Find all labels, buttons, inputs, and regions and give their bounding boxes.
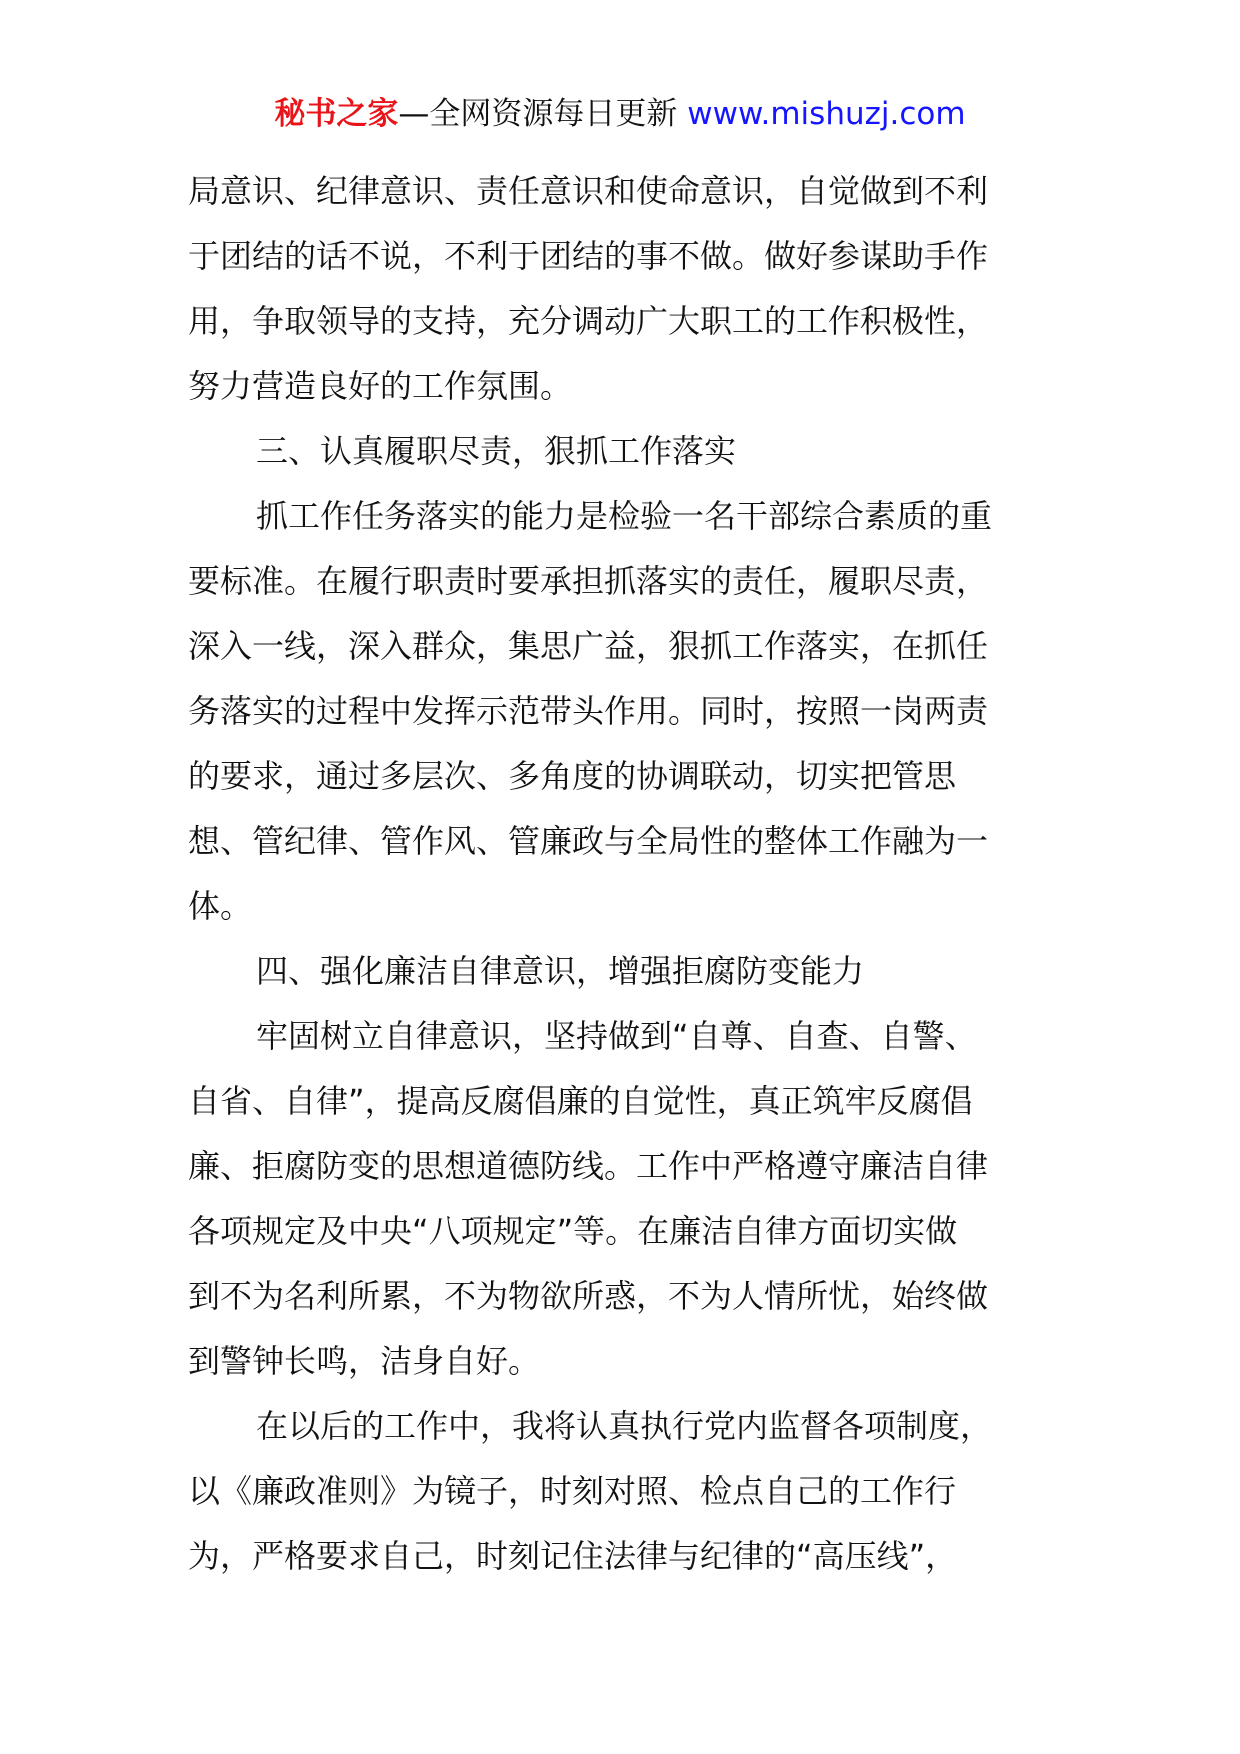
body-line: 努力营造良好的工作氛围。 bbox=[188, 367, 573, 405]
body-line: 廉、拒腐防变的思想道德防线。工作中严格遵守廉洁自律 bbox=[188, 1147, 989, 1185]
body-line: 的要求，通过多层次、多角度的协调联动，切实把管思 bbox=[188, 757, 957, 795]
section-heading: 三、认真履职尽责，狠抓工作落实 bbox=[256, 432, 737, 470]
body-line: 深入一线，深入群众，集思广益，狠抓工作落实，在抓任 bbox=[188, 627, 989, 665]
body-line: 自省、自律”，提高反腐倡廉的自觉性，真正筑牢反腐倡 bbox=[188, 1082, 973, 1120]
body-line: 务落实的过程中发挥示范带头作用。同时，按照一岗两责 bbox=[188, 692, 989, 730]
body-line: 到警钟长鸣，洁身自好。 bbox=[188, 1342, 541, 1380]
header-tagline: —全网资源每日更新 bbox=[398, 96, 678, 132]
body-line: 为，严格要求自己，时刻记住法律与纪律的“高压线”， bbox=[188, 1537, 958, 1575]
body-line: 在以后的工作中，我将认真执行党内监督各项制度， bbox=[256, 1407, 993, 1445]
body-line: 抓工作任务落实的能力是检验一名干部综合素质的重 bbox=[256, 497, 993, 535]
brand-name: 秘书之家 bbox=[274, 96, 399, 132]
body-line: 各项规定及中央“八项规定”等。在廉洁自律方面切实做 bbox=[188, 1212, 958, 1250]
body-line: 要标准。在履行职责时要承担抓落实的责任，履职尽责， bbox=[188, 562, 989, 600]
body-line: 用，争取领导的支持，充分调动广大职工的工作积极性， bbox=[188, 302, 989, 340]
body-line: 到不为名利所累，不为物欲所惑，不为人情所忧，始终做 bbox=[188, 1277, 989, 1315]
document-body bbox=[188, 159, 1056, 1589]
body-line: 体。 bbox=[188, 887, 253, 925]
section-heading: 四、强化廉洁自律意识，增强拒腐防变能力 bbox=[256, 952, 865, 990]
body-line: 以《廉政准则》为镜子，时刻对照、检点自己的工作行 bbox=[188, 1472, 957, 1510]
body-line: 牢固树立自律意识，坚持做到“自尊、自查、自警、 bbox=[256, 1017, 977, 1055]
site-header bbox=[0, 92, 1240, 136]
site-url-link[interactable]: www.mishuzj.com bbox=[687, 96, 966, 132]
body-line: 局意识、纪律意识、责任意识和使命意识，自觉做到不利 bbox=[188, 172, 989, 210]
body-line: 于团结的话不说，不利于团结的事不做。做好参谋助手作 bbox=[188, 237, 989, 275]
body-line: 想、管纪律、管作风、管廉政与全局性的整体工作融为一 bbox=[188, 822, 989, 860]
